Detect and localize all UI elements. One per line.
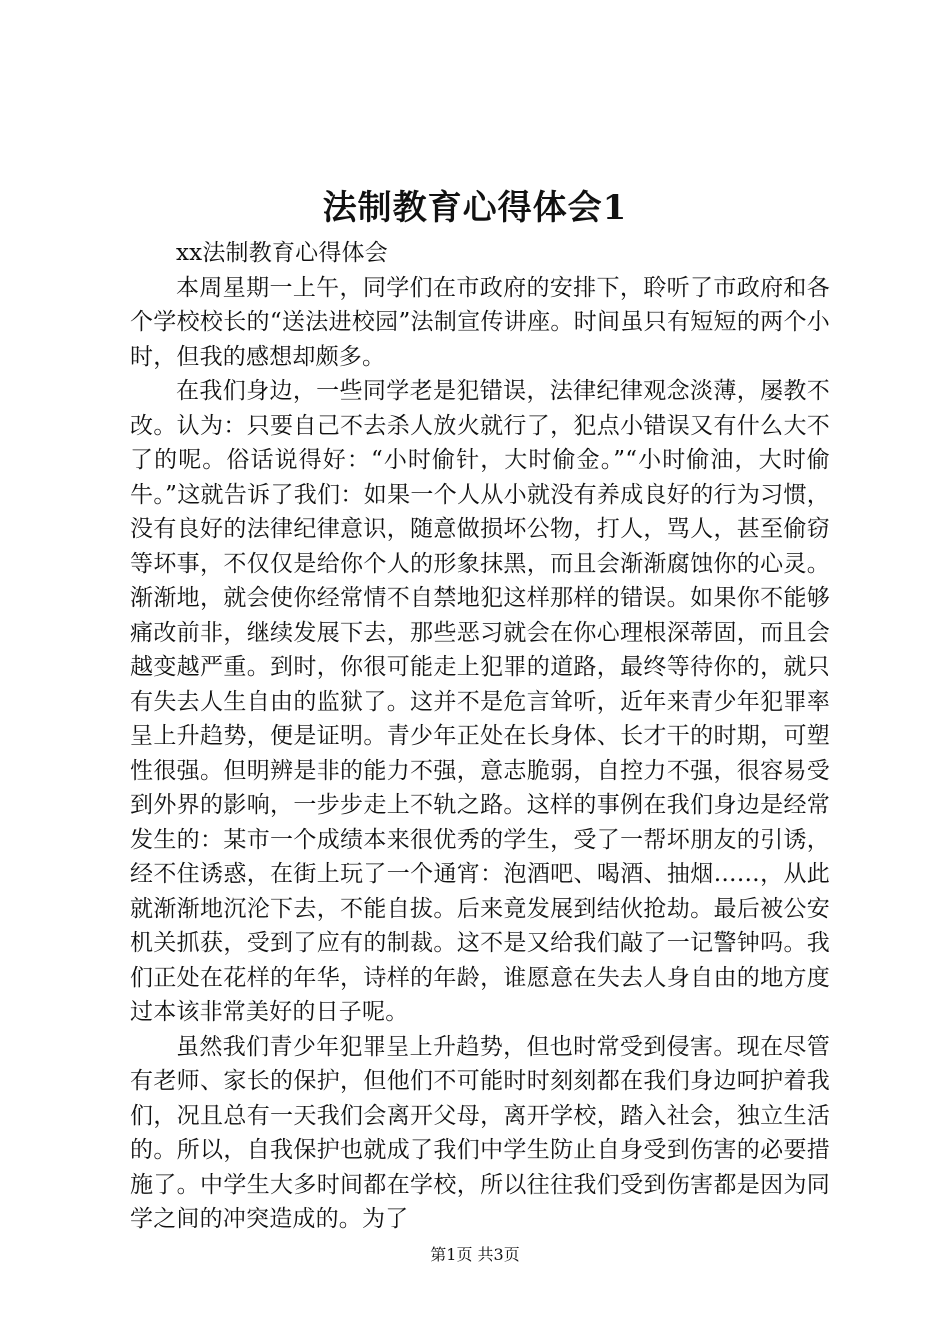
page-number-footer: 第1页 共3页 — [430, 1245, 520, 1264]
document-body — [130, 236, 830, 1237]
paragraph-1: 本周星期一上午，同学们在市政府的安排下，聆听了市政府和各个学校校长的“送法进校园”法制宣传讲座。时间虽只有短短的两个小时，但我的感想却颇多。 — [130, 274, 830, 370]
document-title: 法制教育心得体会1 — [322, 188, 628, 228]
paragraph-2: 在我们身边，一些同学老是犯错误，法律纪律观念淡薄，屡教不改。认为：只要自己不去杀人放火就行了，犯点小错误又有什么大不了的呢。俗话说得好：“小时偷针，大时偷金。”“小时偷油，大时偷牛。”这就告诉了我们：如果一个人从小就没有养成良好的行为习惯，没有良好的法律纪律意识，随意做损坏公物，打人，骂人，甚至偷窃等坏事，不仅仅是给你个人的形象抹黑，而且会渐渐腐蚀你的心灵。渐渐地，就会使你经常情不自禁地犯这样那样的错误。如果你不能够痛改前非，继续发展下去，那些恶习就会在你心理根深蒂固，而且会越变越严重。到时，你很可能走上犯罪的道路，最终等待你的，就只有失去人生自由的监狱了。这并不是危言耸听，近年来青少年犯罪率呈上升趋势，便是证明。青少年正处在长身体、长才干的时期，可塑性很强。但明辨是非的能力不强，意志脆弱，自控力不强，很容易受到外界的影响，一步步走上不轨之路。这样的事例在我们身边是经常发生的：某市一个成绩本来很优秀的学生，受了一帮坏朋友的引诱，经不住诱惑，在街上玩了一个通宵：泡酒吧、喝酒、抽烟……，从此就渐渐地沉沦下去，不能自拔。后来竟发展到结伙抢劫。最后被公安机关抓获，受到了应有的制裁。这不是又给我们敲了一记警钟吗。我们正处在花样的年华，诗样的年龄，谁愿意在失去人身自由的地方度过本该非常美好的日子呢。 — [130, 378, 830, 1025]
document-subtitle: xx法制教育心得体会 — [176, 240, 388, 266]
paragraph-3: 虽然我们青少年犯罪呈上升趋势，但也时常受到侵害。现在尽管有老师、家长的保护，但他们不可能时时刻刻都在我们身边呵护着我们，况且总有一天我们会离开父母，离开学校，踏入社会，独立生活的。所以，自我保护也就成了我们中学生防止自身受到伤害的必要措施了。中学生大多时间都在学校，所以往往我们受到伤害都是因为同学之间的冲突造成的。为了 — [130, 1033, 830, 1232]
